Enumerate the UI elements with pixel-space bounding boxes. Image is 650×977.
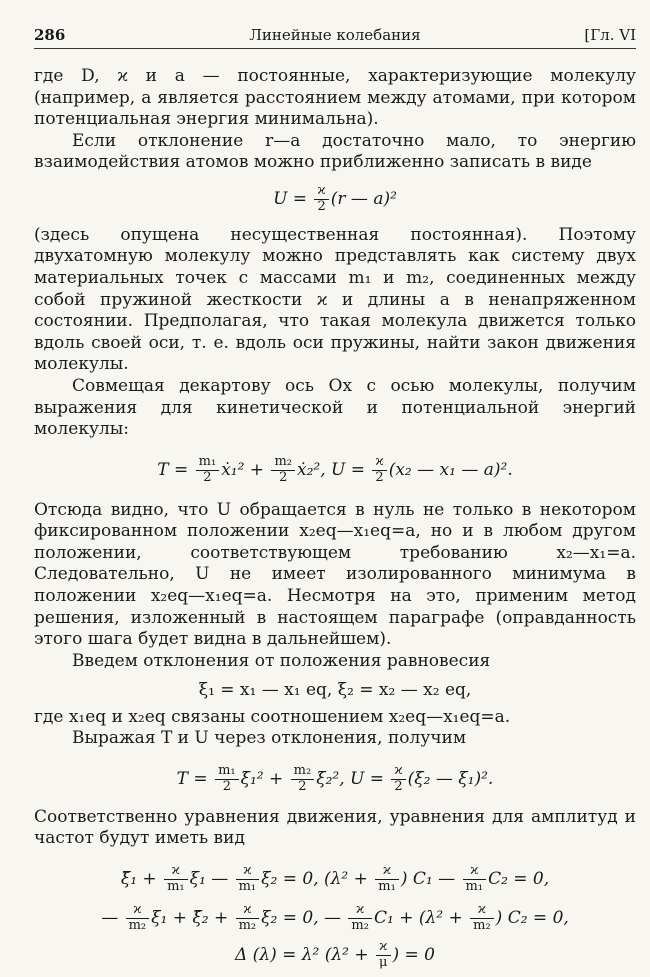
paragraph-7: где x₁eq и x₂eq связаны соотношением x₂eq—x₁eq=a. xyxy=(34,706,511,727)
formula-equations-1: ξ̈₁ + $\frac{ϰ}{\text{m₁}}$ ξ₁ — $\frac{ϰ}{\text{m₁}}$ ξ₂ = 0, (λ² + $\frac{ϰ}{\text{m₁}}$ ) C₁ — $\frac{ϰ}{\text{m₁}}$ C₂ = 0, xyxy=(120,863,550,894)
header-rule xyxy=(34,48,636,49)
paragraph-3: (здесь опущена несущественная постоянная). Поэтому двухатомную молекулу можно представлять как систему двух материальных точек с массами m₁ и m₂, соединенных между собой пружиной жесткости ϰ и длины a в ненапряженном состоянии. Предполагая, что такая молекула движется только вдоль своей оси, т. е. вдоль оси пружины, найти закон движения молекулы. xyxy=(34,224,636,375)
paragraph-1: где D, ϰ и a — постоянные, характеризующие молекулу (например, a является расстоянием между атомами, при котором потенциальная энергия минимальна). xyxy=(34,66,636,130)
chapter-label: [Гл. VI xyxy=(584,26,636,44)
formula-energies: T = $\frac{\text{m₁}}{2}$ ẋ₁² + $\frac{\text{m₂}}{2}$ ẋ₂², U = $\frac{ϰ}{2}$ (x₂ — x₁ — a)². xyxy=(157,453,513,485)
page-body xyxy=(34,66,636,977)
paragraph-5: Отсюда видно, что U обращается в нуль не только в некотором фиксированном положении x₂eq—x₁eq=a, но и в любом другом положении, соответствующем требованию x₂—x₁=a. Следовательно, U не имеет изолированного минимума в положении x₂eq—x₁eq=a. Несмотря на это, применим метод решения, изложенный в настоящем параграфе (оправданность этого шага будет видна в дальнейшем). xyxy=(34,499,636,650)
paragraph-6: Введем отклонения от положения равновесия xyxy=(72,650,491,671)
paragraph-8: Выражая T и U через отклонения, получим xyxy=(72,728,467,749)
formula-potential: U = $\frac{ϰ}{2}$ (r — a)² xyxy=(273,182,397,214)
paragraph-4: Совмещая декартову ось Ox с осью молекулы, получим выражения для кинетической и потенциальной энергий молекулы: xyxy=(34,376,636,440)
formula-characteristic: Δ (λ) = λ² (λ² + $\frac{ϰ}{\mu}$ ) = 0 xyxy=(235,938,435,970)
formula-equations-2: — $\frac{ϰ}{\text{m₂}}$ ξ₁ + ξ̈₂ + $\frac{ϰ}{\text{m₂}}$ ξ₂ = 0, — $\frac{ϰ}{\text{m₂}}$ C₁ + (λ² + $\frac{ϰ}{\text{m₂}}$ ) C₂ = 0, xyxy=(101,901,569,933)
formula-deviations: ξ₁ = x₁ — x₁ eq, ξ₂ = x₂ — x₂ eq, xyxy=(198,680,472,701)
paragraph-9: Соответственно уравнения движения, уравнения для амплитуд и частот будут иметь вид xyxy=(34,806,636,849)
page-number: 286 xyxy=(34,26,66,44)
paragraph-2: Если отклонение r—a достаточно мало, то энергию взаимодействия атомов можно приближенно записать в виде xyxy=(34,130,636,173)
formula-energies-deviations: T = $\frac{\text{m₁}}{2}$ ξ̇₁² + $\frac{\text{m₂}}{2}$ ξ̇₂², U = $\frac{ϰ}{2}$ (ξ₂ — ξ₁)². xyxy=(176,762,494,794)
running-title: Линейные колебания xyxy=(249,26,421,44)
page-header xyxy=(34,26,636,50)
